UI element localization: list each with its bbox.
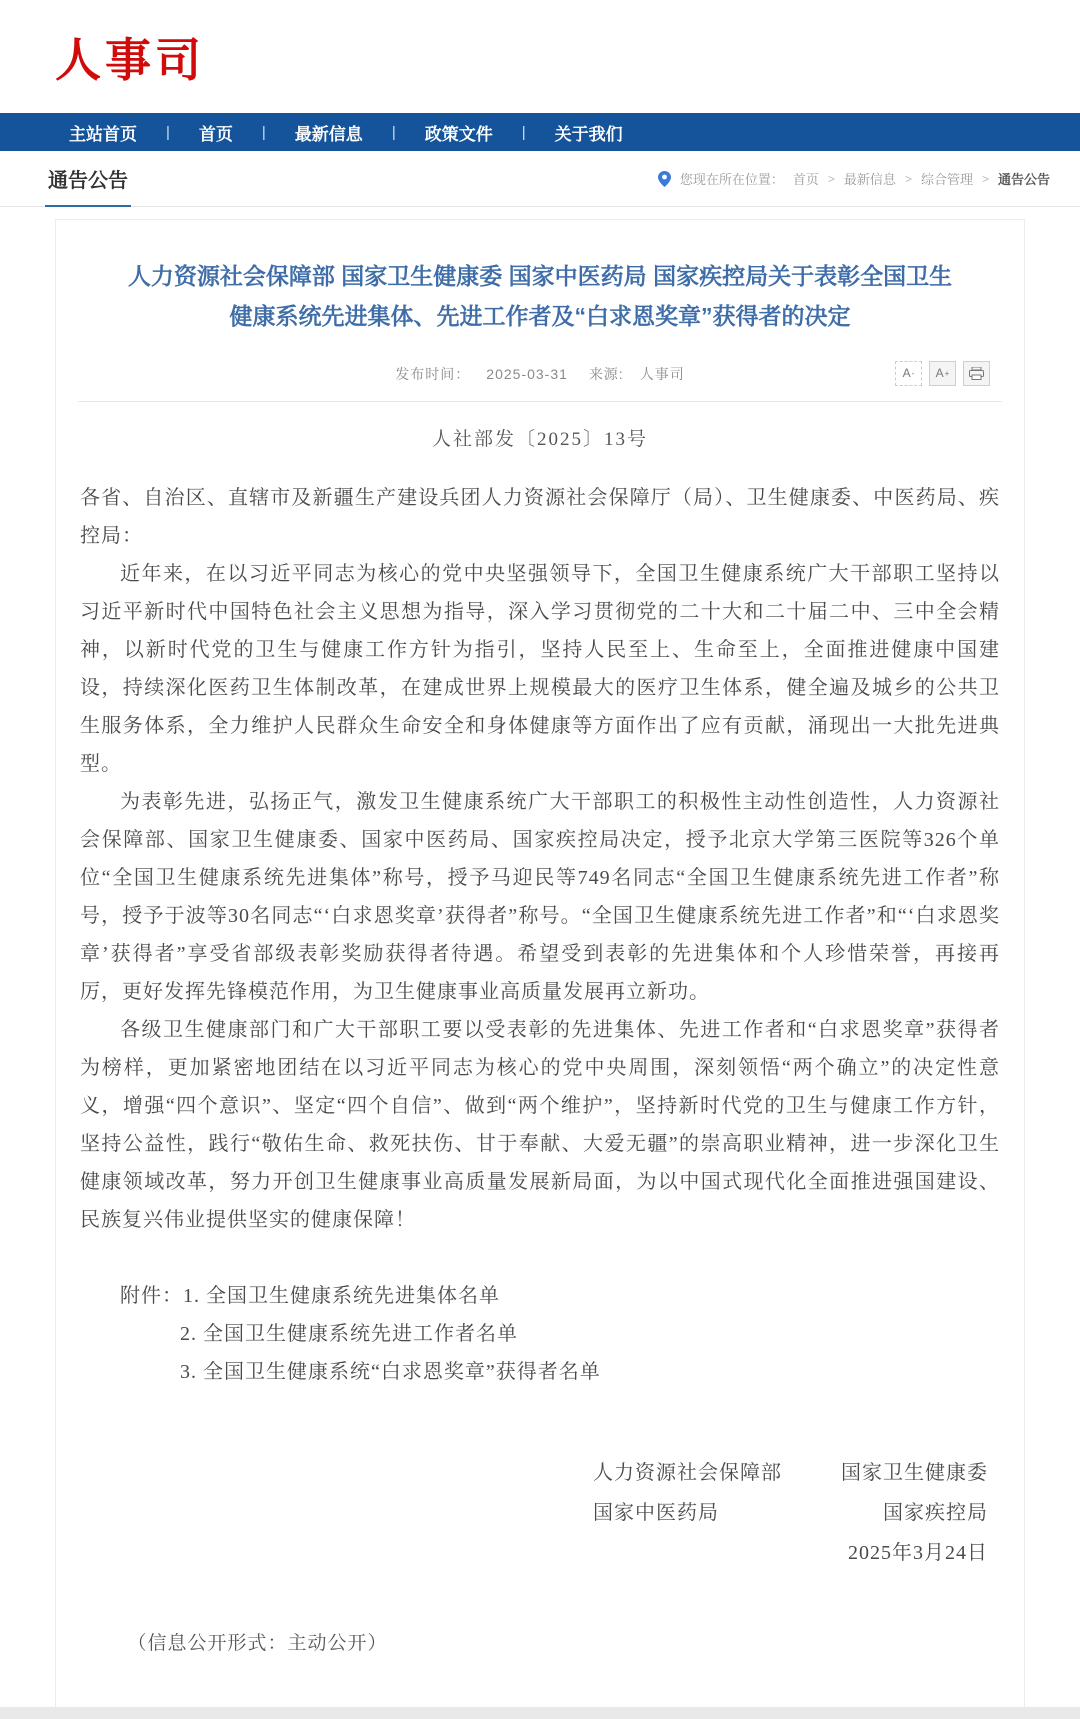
location-pin-icon: [658, 171, 671, 187]
print-icon: [969, 367, 984, 380]
nav-separator: |: [261, 123, 266, 141]
publish-date: 2025-03-31: [486, 365, 568, 382]
breadcrumb-separator: >: [981, 171, 989, 186]
source-value: 人事司: [639, 365, 685, 382]
site-logo[interactable]: 人事司: [55, 33, 205, 86]
page-bottom-strip: [0, 1707, 1080, 1719]
attachment-item-3: 3. 全国卫生健康系统“白求恩奖章”获得者名单: [180, 1360, 601, 1383]
nav-item-main-home[interactable]: 主站首页: [69, 124, 137, 144]
print-button[interactable]: [963, 361, 990, 386]
nav-separator: |: [166, 123, 170, 141]
disclosure-note: （信息公开形式：主动公开）: [127, 1632, 388, 1654]
section-title: 通告公告: [45, 151, 131, 207]
attachments-label: 附件：: [120, 1284, 183, 1307]
document-number: 人社部发〔2025〕13号: [431, 428, 648, 450]
nav-item-policy-documents[interactable]: 政策文件: [424, 124, 493, 144]
font-larger-sign: +: [944, 368, 950, 378]
attachment-item-2: 2. 全国卫生健康系统先进工作者名单: [180, 1322, 518, 1345]
font-smaller-sign: -: [911, 368, 915, 378]
signatory-mohrss: 人力资源社会保障部: [593, 1461, 782, 1484]
font-larger-label: A: [935, 366, 944, 380]
signatory-natcm: 国家中医药局: [593, 1501, 719, 1524]
nav-separator: |: [391, 123, 396, 141]
breadcrumb-row: [0, 151, 1080, 207]
nav-item-latest-info[interactable]: 最新信息: [294, 124, 363, 144]
article-tools: [895, 361, 990, 386]
breadcrumb-item-latest-info[interactable]: 最新信息: [843, 172, 896, 187]
nav-item-about-us[interactable]: 关于我们: [554, 124, 623, 144]
document-body: [78, 479, 1002, 1663]
publish-time-label: 发布时间：: [395, 365, 471, 382]
signature-row-1: [593, 1453, 988, 1493]
article-meta: [78, 359, 1002, 389]
body-paragraph-2: 为表彰先进，弘扬正气，激发卫生健康系统广大干部职工的积极性主动性创造性，人力资源社会保障部、国家卫生健康委、国家中医药局、国家疾控局决定，授予北京大学第三医院等326个单位“全国卫生健康系统先进集体”称号，授予马迎民等749名同志“全国卫生健康系统先进工作者”称号，授予于波等30名同志“‘白求恩奖章’获得者”称号。“全国卫生健康系统先进工作者”和“‘白求恩奖章’获得者”享受省部级表彰奖励获得者待遇。希望受到表彰的先进集体和个人珍惜荣誉，再接再厉，更好发挥先锋模范作用，为卫生健康事业高质量发展再立新功。: [80, 790, 1000, 1003]
breadcrumb-item-general-management[interactable]: 综合管理: [920, 172, 973, 187]
breadcrumb-separator: >: [904, 171, 912, 186]
signatory-nhc: 国家卫生健康委: [841, 1461, 988, 1484]
source-label: 来源:: [588, 365, 624, 382]
attachment-line-1: [120, 1277, 1000, 1315]
body-paragraph-3: 各级卫生健康部门和广大干部职工要以受表彰的先进集体、先进工作者和“白求恩奖章”获得者为榜样，更加紧密地团结在以习近平同志为核心的党中央周围，深刻领悟“两个确立”的决定性意义，增强“四个意识”、坚定“四个自信”、做到“两个维护”，坚持新时代党的卫生与健康工作方针，坚持公益性，践行“敬佑生命、救死扶伤、甘于奉献、大爱无疆”的崇高职业精神，进一步深化卫生健康领域改革，努力开创卫生健康事业高质量发展新局面，为以中国式现代化全面推进强国建设、民族复兴伟业提供坚实的健康保障！: [80, 1018, 1000, 1231]
signatory-cdc: 国家疾控局: [883, 1501, 988, 1524]
nav-separator: |: [521, 123, 526, 141]
site-header: [0, 0, 1080, 113]
main-nav: [0, 113, 1080, 151]
article-meta-row: [78, 359, 1002, 389]
breadcrumb-location-label: 您现在所在位置：: [679, 172, 784, 187]
meta-divider: [78, 401, 1002, 402]
attachment-item-1: 1. 全国卫生健康系统先进集体名单: [183, 1284, 500, 1307]
font-smaller-button[interactable]: [895, 361, 922, 386]
breadcrumb: [658, 151, 1050, 206]
breadcrumb-separator: >: [827, 171, 835, 186]
font-smaller-label: A: [902, 366, 911, 380]
salutation-paragraph: 各省、自治区、直辖市及新疆生产建设兵团人力资源社会保障厅（局）、卫生健康委、中医药局、疾控局：: [80, 486, 1000, 547]
article-container: [55, 219, 1025, 1719]
signature-row-2: [593, 1493, 988, 1533]
font-larger-button[interactable]: [929, 361, 956, 386]
body-paragraph-1: 近年来，在以习近平同志为核心的党中央坚强领导下，全国卫生健康系统广大干部职工坚持以习近平新时代中国特色社会主义思想为指导，深入学习贯彻党的二十大和二十届二中、三中全会精神，以新时代党的卫生与健康工作方针为指引，坚持人民至上、生命至上，全面推进健康中国建设，持续深化医药卫生体制改革，在建成世界上规模最大的医疗卫生体系，健全遍及城乡的公共卫生服务体系，全力维护人民群众生命安全和身体健康等方面作出了应有贡献，涌现出一大批先进典型。: [80, 562, 1000, 775]
signature-date: 2025年3月24日: [848, 1541, 988, 1564]
breadcrumb-item-current: 通告公告: [997, 172, 1050, 187]
article-title: 人力资源社会保障部 国家卫生健康委 国家中医药局 国家疾控局关于表彰全国卫生健康系统先进集体、先进工作者及“白求恩奖章”获得者的决定: [127, 263, 953, 330]
breadcrumb-item-home[interactable]: 首页: [792, 172, 819, 187]
nav-item-home[interactable]: 首页: [198, 124, 233, 144]
attachments-block: [80, 1277, 1000, 1391]
